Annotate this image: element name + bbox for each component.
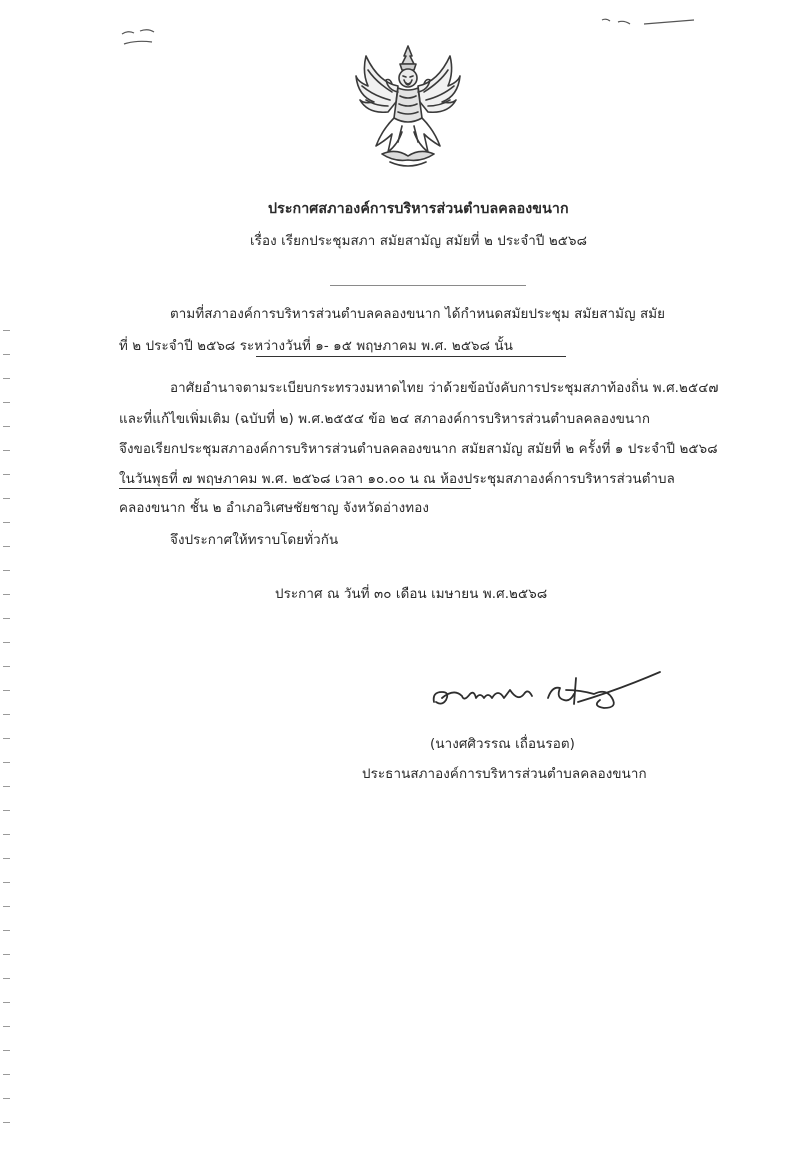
paragraph-1-line-2: ที่ ๒ ประจำปี ๒๕๖๘ ระหว่างวันที่ ๑- ๑๕ พฤษภาคม พ.ศ. ๒๕๖๘ นั้น [119,339,513,354]
margin-mark [3,1002,10,1003]
paragraph-2-line-2: และที่แก้ไขเพิ่มเติม (ฉบับที่ ๒) พ.ศ.๒๕๕๔ ข้อ ๒๔ สภาองค์การบริหารส่วนตำบลคลองขนาก [119,412,651,427]
paragraph-2-line-3: จึงขอเรียกประชุมสภาองค์การบริหารส่วนตำบลคลองขนาก สมัยสามัญ สมัยที่ ๒ ครั้งที่ ๑ ประจำปี ๒๕๖๘ [119,442,718,457]
margin-mark [3,762,10,763]
signatory-name: (นางศศิวรรณ เถื่อนรอต) [430,737,575,752]
margin-mark [3,1074,10,1075]
margin-mark [3,690,10,691]
handwritten-mark-left [118,22,168,52]
handwritten-signature-icon [428,668,664,716]
paragraph-2-line-4: ในวันพุธที่ ๗ พฤษภาคม พ.ศ. ๒๕๖๘ เวลา ๑๐.๐๐ น ณ ห้องประชุมสภาองค์การบริหารส่วนตำบล [119,472,675,487]
margin-mark [3,858,10,859]
margin-mark [3,498,10,499]
margin-mark [3,834,10,835]
margin-mark [3,402,10,403]
announcement-title: ประกาศสภาองค์การบริหารส่วนตำบลคลองขนาก [268,201,569,217]
margin-mark [3,1098,10,1099]
margin-mark [3,474,10,475]
margin-mark [3,450,10,451]
paragraph-2-line-5: คลองขนาก ชั้น ๒ อำเภอวิเศษชัยชาญ จังหวัดอ่างทอง [119,501,429,516]
margin-mark [3,786,10,787]
margin-mark [3,618,10,619]
margin-mark [3,570,10,571]
margin-mark [3,882,10,883]
left-margin-marks [0,0,14,1152]
handwritten-mark-right [598,10,698,34]
announcement-date: ประกาศ ณ วันที่ ๓๐ เดือน เมษายน พ.ศ.๒๕๖๘ [275,587,548,602]
margin-mark [3,378,10,379]
margin-mark [3,1050,10,1051]
margin-mark [3,1122,10,1123]
margin-mark [3,354,10,355]
margin-mark [3,642,10,643]
paragraph-1-line-1: ตามที่สภาองค์การบริหารส่วนตำบลคลองขนาก ได้กำหนดสมัยประชุม สมัยสามัญ สมัย [170,307,666,322]
meeting-period-underline [256,356,566,357]
margin-mark [3,810,10,811]
margin-mark [3,594,10,595]
margin-mark [3,1026,10,1027]
paragraph-2-line-1: อาศัยอำนาจตามระเบียบกระทรวงมหาดไทย ว่าด้วยข้อบังคับการประชุมสภาท้องถิ่น พ.ศ.๒๕๔๗ [170,381,719,396]
margin-mark [3,426,10,427]
margin-mark [3,906,10,907]
margin-mark [3,330,10,331]
margin-mark [3,978,10,979]
margin-mark [3,714,10,715]
margin-mark [3,954,10,955]
title-divider [330,285,526,286]
margin-mark [3,546,10,547]
announcement-subject: เรื่อง เรียกประชุมสภา สมัยสามัญ สมัยที่ ๒ ประจำปี ๒๕๖๘ [250,234,588,249]
signatory-position: ประธานสภาองค์การบริหารส่วนตำบลคลองขนาก [362,767,647,782]
margin-mark [3,930,10,931]
paragraph-3: จึงประกาศให้ทราบโดยทั่วกัน [170,533,339,548]
margin-mark [3,738,10,739]
margin-mark [3,522,10,523]
margin-mark [3,666,10,667]
meeting-date-underline [119,488,471,489]
garuda-emblem-icon [352,42,464,170]
